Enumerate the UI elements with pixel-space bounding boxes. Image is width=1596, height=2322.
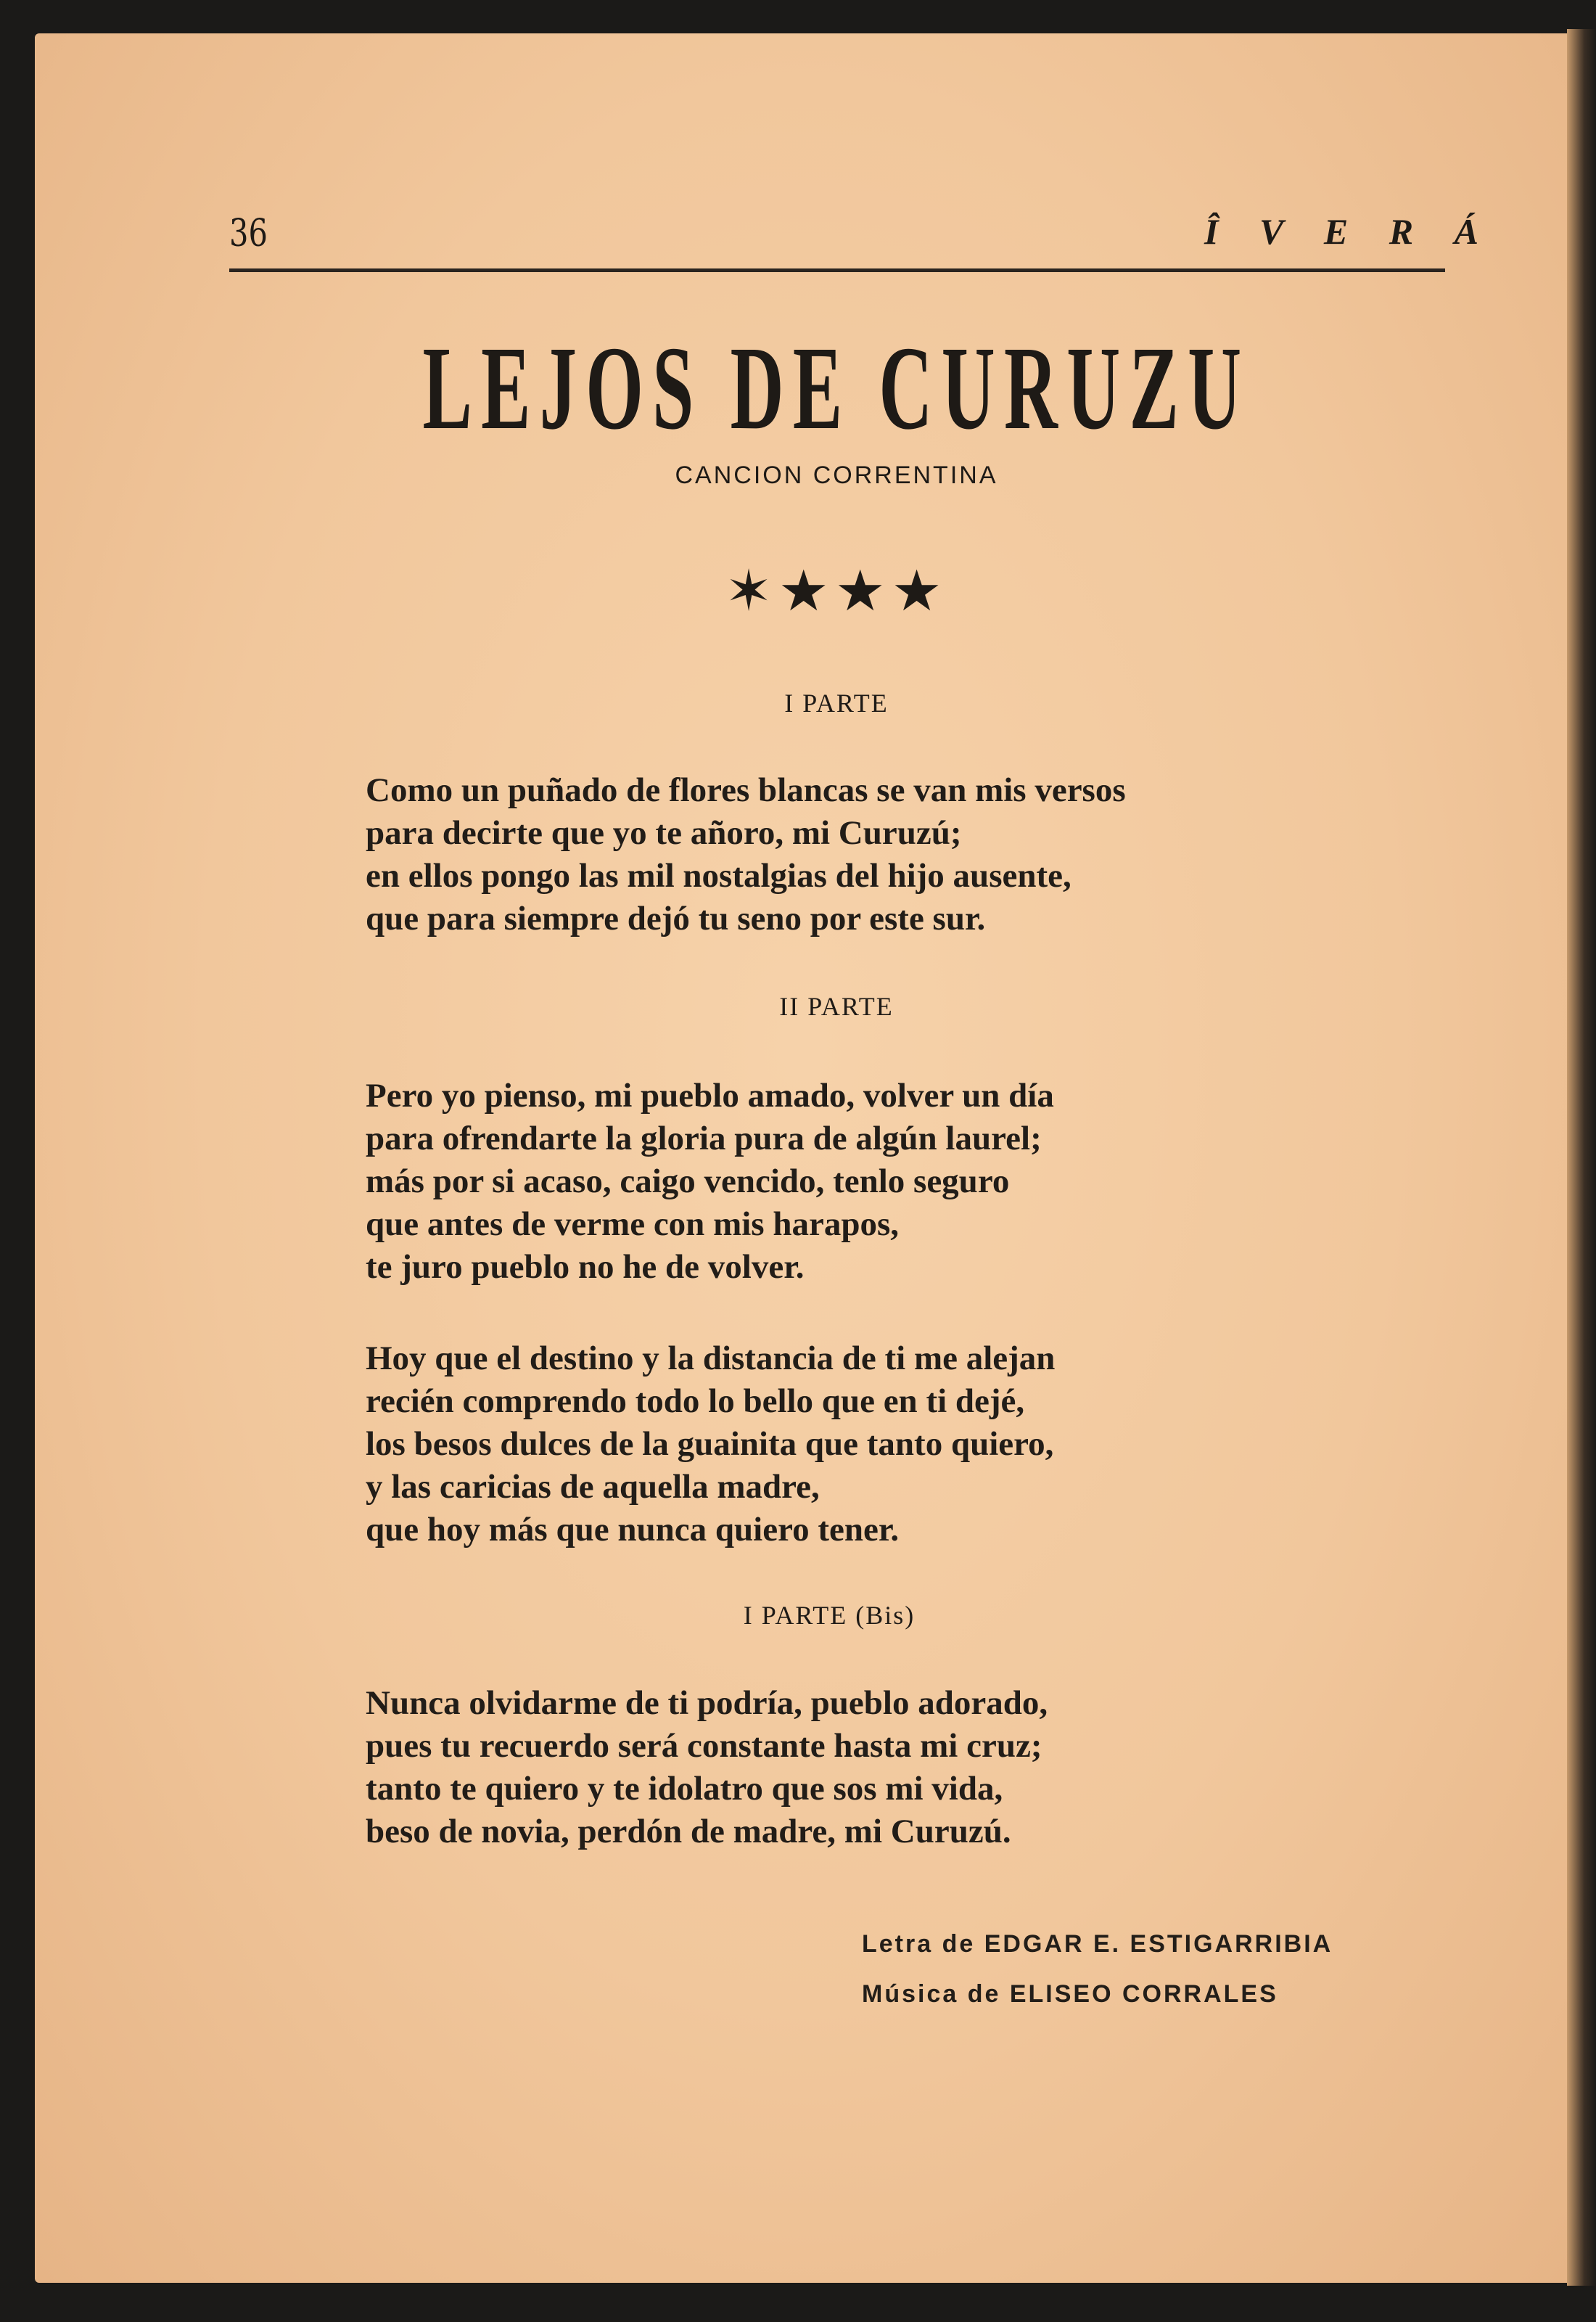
song-title: LEJOS DE CURUZU (422, 321, 1251, 454)
book-spine (1567, 29, 1596, 2286)
stanza-4 (366, 1682, 1048, 1853)
section-heading: I PARTE (Bis) (743, 1601, 916, 1630)
verse-line: y las caricias de aquella madre, (366, 1468, 820, 1506)
verse-line: que para siempre dejó tu seno por este sur. (366, 900, 986, 938)
verse-line: los besos dulces de la guainita que tanto quiero, (366, 1425, 1054, 1463)
stanza-1 (366, 769, 1126, 940)
verse-line: beso de novia, perdón de madre, mi Curuzú. (366, 1813, 1011, 1850)
section-heading: II PARTE (779, 992, 894, 1021)
verse-line: que antes de verme con mis harapos, (366, 1205, 899, 1243)
header-rule (229, 268, 1445, 272)
lyrics-credit: Letra de EDGAR E. ESTIGARRIBIA (862, 1930, 1333, 1958)
page-number: 36 (229, 212, 268, 255)
music-credit: Música de ELISEO CORRALES (862, 1980, 1278, 2008)
verse-line: te juro pueblo no he de volver. (366, 1248, 805, 1286)
verse-line: Pero yo pienso, mi pueblo amado, volver un día (366, 1077, 1054, 1115)
star-ornament-icon: ✶★★★ (725, 559, 948, 624)
running-title: Î V E R Á (1204, 211, 1494, 252)
verse-line: para decirte que yo te añoro, mi Curuzú; (366, 814, 962, 852)
verse-line: tanto te quiero y te idolatro que sos mi vida, (366, 1770, 1003, 1808)
stanza-2 (366, 1075, 1054, 1289)
verse-line: en ellos pongo las mil nostalgias del hijo ausente, (366, 857, 1071, 895)
song-subtitle: CANCION CORRENTINA (675, 461, 998, 489)
verse-line: Hoy que el destino y la distancia de ti me alejan (366, 1340, 1056, 1377)
verse-line: recién comprendo todo lo bello que en ti dejé, (366, 1382, 1025, 1420)
verse-line: Nunca olvidarme de ti podría, pueblo adorado, (366, 1684, 1048, 1722)
verse-line: más por si acaso, caigo vencido, tenlo seguro (366, 1162, 1010, 1200)
section-heading: I PARTE (784, 689, 889, 718)
verse-line: pues tu recuerdo será constante hasta mi cruz; (366, 1727, 1042, 1765)
verse-line: Como un puñado de flores blancas se van mis versos (366, 771, 1126, 809)
verse-line: para ofrendarte la gloria pura de algún laurel; (366, 1120, 1042, 1157)
stanza-3 (366, 1337, 1055, 1551)
verse-line: que hoy más que nunca quiero tener. (366, 1511, 900, 1548)
